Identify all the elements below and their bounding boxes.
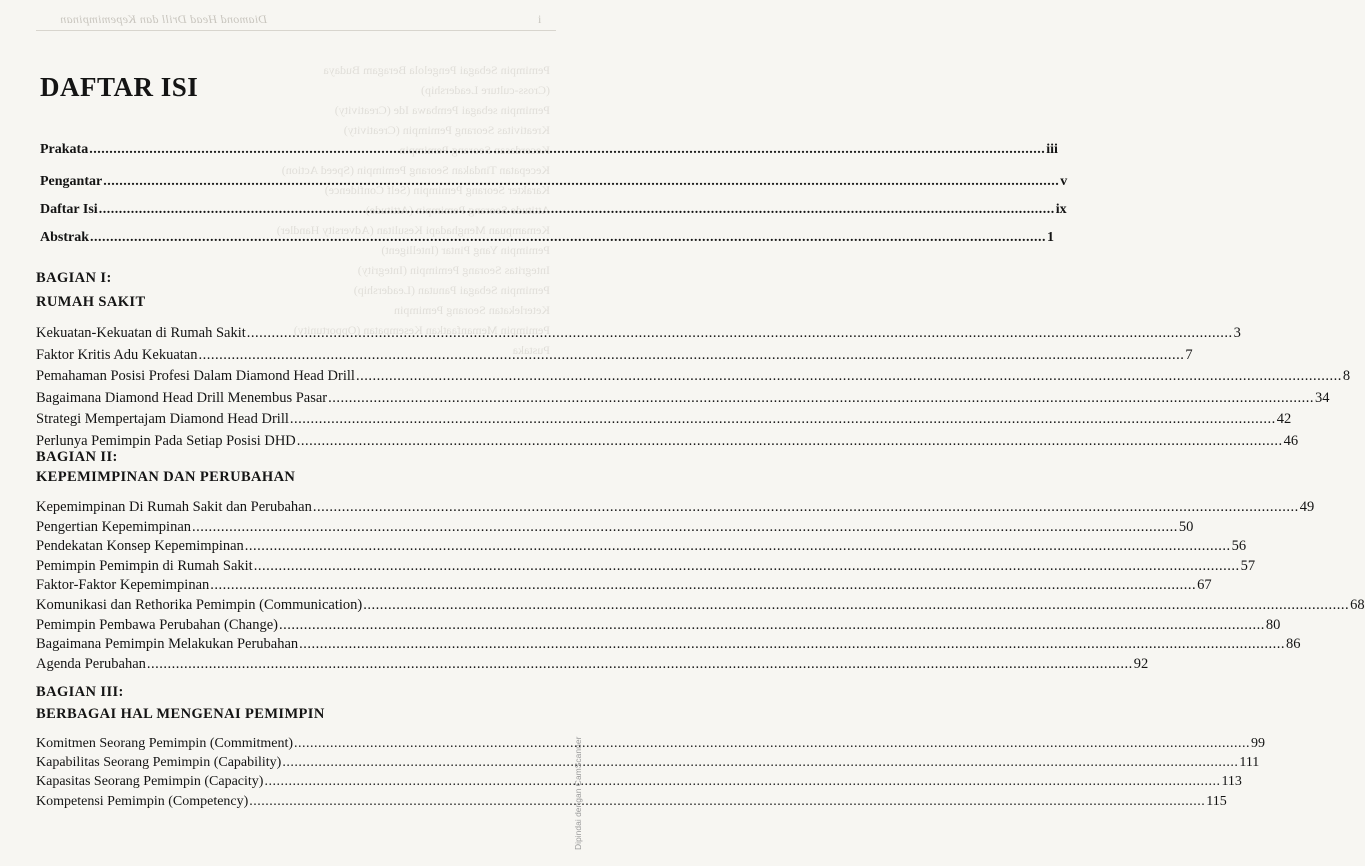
toc-entry-page: 56 (1231, 538, 1247, 555)
toc-entry (36, 793, 1227, 810)
dot-leader (356, 368, 1342, 385)
toc-entry (36, 577, 1212, 594)
dot-leader (147, 656, 1133, 673)
dot-leader (90, 230, 1046, 246)
toc-entry-page: iii (1046, 142, 1058, 157)
toc-entry (36, 636, 1301, 653)
dot-leader (192, 519, 1178, 536)
toc-entry-label: Pemahaman Posisi Profesi Dalam Diamond Head Drill (36, 368, 355, 384)
toc-entry-page: 57 (1240, 557, 1256, 574)
dot-leader (313, 499, 1299, 516)
dot-leader (328, 390, 1314, 407)
toc-entry (36, 432, 1299, 450)
header-bleed-page: i (538, 12, 542, 26)
bleed-through-line: Kemampuan Menghadapi Kesulitan (Adversity Handler) (276, 223, 550, 237)
toc-entry-page: 42 (1276, 411, 1292, 427)
scanner-text: Dipindai dengan CamScanner (573, 736, 583, 850)
toc-entry-page: 86 (1286, 636, 1301, 653)
bleed-through-line: Keterlekatan Seorang Pemimpin (394, 303, 550, 317)
toc-entry-label: Strategi Mempertajam Diamond Head Drill (36, 411, 289, 427)
toc-entry-label: Bagaimana Pemimpin Melakukan Perubahan (36, 636, 299, 653)
toc-entry (36, 368, 1351, 385)
toc-entry (36, 499, 1315, 516)
bleed-through-line: Pemimpin sebagai Pembawa Ide (Creativity) (334, 103, 550, 117)
bleed-through-line: Kreativitas Seorang Pemimpin (Creativity) (343, 123, 550, 137)
part-label: BAGIAN III: (36, 684, 124, 700)
toc-entry (36, 655, 1149, 673)
toc-entry-page: 34 (1315, 389, 1330, 406)
dot-leader (99, 202, 1055, 218)
toc-entry-page: 8 (1342, 368, 1351, 384)
toc-entry-label: Bagaimana Diamond Head Drill Menembus Pasar (36, 389, 328, 406)
toc-entry-label: Kekuatan-Kekuatan di Rumah Sakit (36, 325, 246, 341)
dot-leader (279, 617, 1265, 634)
dot-leader (297, 433, 1283, 450)
toc-entry-label: Pengantar (40, 174, 103, 189)
toc-entry (36, 346, 1193, 364)
toc-entry-label: Kompetensi Pemimpin (Competency) (36, 793, 249, 809)
header-bleed-title: Diamond Head Drill dan Kepemimpinan (60, 12, 268, 26)
toc-entry (36, 616, 1281, 634)
toc-entry-label: Faktor Kritis Adu Kekuatan (36, 346, 198, 363)
toc-entry-page: 115 (1206, 793, 1227, 809)
toc-entry-label: Pemimpin Pemimpin di Rumah Sakit (36, 557, 253, 574)
toc-entry-label: Komitmen Seorang Pemimpin (Commitment) (36, 736, 294, 751)
toc-entry (36, 518, 1194, 536)
toc-entry-label: Agenda Perubahan (36, 655, 146, 672)
toc-entry-label: Komunikasi dan Rethorika Pemimpin (Communication) (36, 597, 363, 613)
toc-entry-page: 46 (1283, 432, 1299, 449)
toc-entry-page: 49 (1299, 499, 1315, 515)
dot-leader (282, 755, 1238, 771)
dot-leader (245, 538, 1231, 555)
toc-entry-page: 111 (1239, 755, 1260, 771)
toc-entry-page: ix (1055, 202, 1067, 217)
toc-entry (36, 736, 1266, 752)
dot-leader (103, 174, 1059, 190)
toc-entry (40, 142, 1058, 158)
toc-entry-label: Daftar Isi (40, 202, 98, 217)
bleed-through-line: Attitude Seorang Pemimpin (Attitude) (365, 203, 550, 217)
toc-entry-page: 1 (1047, 230, 1055, 245)
toc-entry-label: Kapabilitas Seorang Pemimpin (Capability) (36, 755, 282, 771)
toc-entry-label: Pengertian Kepemimpinan (36, 518, 192, 535)
scanner-watermark (573, 736, 593, 860)
toc-entry-page: 50 (1178, 518, 1194, 535)
bleed-through-line: (Cross-culture Leadership) (421, 83, 550, 97)
toc-entry (40, 202, 1067, 218)
toc-entry-page: 92 (1133, 655, 1149, 672)
dot-leader (199, 347, 1185, 364)
dot-leader (249, 794, 1205, 810)
bleed-through-line: Pustaka (512, 343, 550, 357)
toc-entry-page: 67 (1197, 577, 1212, 594)
toc-entry (36, 411, 1292, 428)
toc-entry-label: Pemimpin Pembawa Perubahan (Change) (36, 616, 279, 633)
toc-entry (36, 389, 1330, 407)
toc-entry (36, 538, 1247, 555)
toc-entry-label: Abstrak (40, 230, 90, 245)
bleed-through-line: Kecepatan Tindakan Seorang Pemimpin (Speed Action) (281, 163, 550, 177)
dot-leader (210, 577, 1196, 594)
part-label: BAGIAN I: (36, 270, 112, 286)
toc-entry-label: Perlunya Pemimpin Pada Setiap Posisi DHD (36, 432, 296, 449)
toc-entry-label: Faktor-Faktor Kepemimpinan (36, 577, 210, 594)
part-title: KEPEMIMPINAN DAN PERUBAHAN (36, 469, 296, 485)
toc-entry (36, 325, 1241, 342)
toc-entry-label: Prakata (40, 142, 89, 157)
toc-entry (36, 774, 1242, 790)
part-title: RUMAH SAKIT (36, 294, 146, 310)
dot-leader (254, 558, 1240, 575)
toc-entry-page: 68 (1350, 597, 1365, 613)
toc-entry-page: 113 (1221, 774, 1242, 790)
toc-entry-label: Kapasitas Seorang Pemimpin (Capacity) (36, 774, 264, 790)
dot-leader (363, 597, 1349, 614)
bleed-through-line: Kecerdasan Seorang Pemimpin (399, 143, 550, 157)
dot-leader (247, 325, 1233, 342)
dot-leader (294, 736, 1250, 752)
toc-entry-page: 80 (1265, 616, 1281, 633)
toc-entry-page: 99 (1251, 736, 1266, 751)
dot-leader (299, 636, 1285, 653)
toc-entry (36, 557, 1256, 575)
bleed-through-line: Pemimpin Sebagai Pengelola Beragam Budaya (323, 63, 550, 77)
toc-entry-page: 3 (1233, 325, 1241, 341)
dot-leader (290, 411, 1276, 428)
toc-entry (36, 755, 1260, 771)
bleed-through-line: Integritas Seorang Pemimpin (Integrity) (357, 263, 550, 277)
header-rule (36, 30, 556, 31)
bleed-through-line: Karakter Seorang Pemimpin (Self Confidence) (324, 183, 550, 197)
toc-entry-label: Pendekatan Konsep Kepemimpinan (36, 538, 244, 555)
toc-entry-label: Kepemimpinan Di Rumah Sakit dan Perubahan (36, 499, 312, 515)
toc-entry (36, 597, 1365, 614)
bleed-through-text (276, 60, 550, 520)
page-header-bleed (0, 0, 600, 30)
part-title: BERBAGAI HAL MENGENAI PEMIMPIN (36, 706, 325, 722)
toc-entry-page: v (1060, 174, 1068, 189)
bleed-through-line: Pemimpin Sebagai Panutan (Leadership) (353, 283, 550, 297)
bleed-through-line: Pemimpin Memanfaatkan Kesempatan (Opportunity) (293, 323, 550, 337)
dot-leader (89, 142, 1045, 158)
toc-entry-page: 7 (1185, 346, 1193, 363)
page-title: DAFTAR ISI (40, 72, 199, 102)
dot-leader (264, 774, 1220, 790)
part-label: BAGIAN II: (36, 449, 118, 465)
bleed-through-line: Pemimpin Yang Pintar (Intelligent) (381, 243, 550, 257)
